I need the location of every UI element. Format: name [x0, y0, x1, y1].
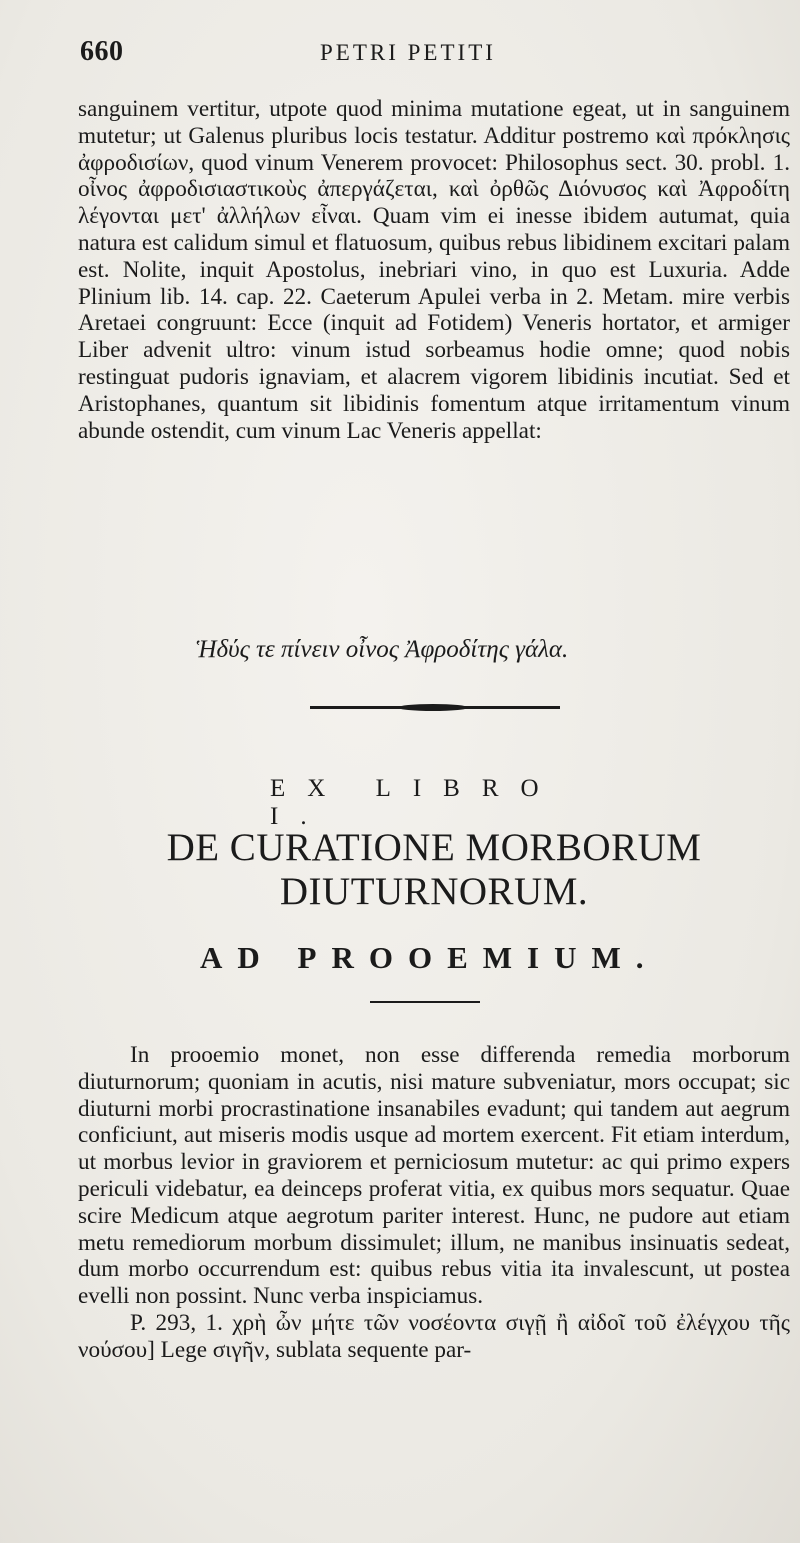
continued-paragraph: sanguinem vertitur, utpote quod minima mutatione egeat, ut in sanguinem mutetur; ut Galenus pluribus locis testatur. Additur postremo καὶ πρόκλησις ἀφροδισίων, quod vinum Venerem provocet: Philosophus sect. 30. probl. 1. οἶνος ἀφροδισιαστικοὺς ἀπεργάζεται, καὶ ὀρθῶς Διόνυσος καὶ Ἀφροδίτη λέγονται μετ' ἀλλήλων εἶναι. Quam vim ei inesse ibidem autumat, quia natura est calidum simul et flatuosum, quibus rebus libidinem excitari palam est. Nolite, inquit Apostolus, inebriari vino, in quo est Luxuria. Adde Plinium lib. 14. cap. 22. Caeterum Apulei verba in 2. Metam. mire verbis Aretaei congruunt: Ecce (inquit ad Fotidem) Veneris hortator, et armiger Liber advenit ultro: vinum istud sorbeamus hodie omne; quod nobis restinguat pudoris ignaviam, et alacrem vigorem libidinis incutiat. Sed et Aristophanes, quantum sit libidinis fomentum atque irritamentum vinum abunde ostendit, cum vinum Lac Veneris appellat: [78, 96, 790, 444]
page-number: 660 [80, 36, 124, 67]
section-title: DE CURATIONE MORBORUM DIUTURNORUM. [166, 826, 702, 913]
prooemium-paragraph: In prooemio monet, non esse differenda remedia morborum diuturnorum; quoniam in acutis, nisi mature subveniatur, mors occupat; sic diuturni morbi procrastinatione insanabiles evadunt; qui tandem aut aegrum conficiunt, aut miseris modis usque ad mortem exercent. Fit etiam interdum, ut morbus levior in graviorem et perniciosum mutetur: ac qui primo expers periculi videbatur, ea deinceps proferat vitia, ex quibus mors sequatur. Quae scire Medicum atque aegrotum pariter interest. Hunc, ne pudore aut etiam metu remediorum morbum dissimulet; illum, ne manibus insinuatis sedeat, dum morbo occurrendum est: quibus rebus vitia ita invalescunt, ut postea evelli non possint. Nunc verba inspiciamus. [78, 1042, 790, 1310]
page-header [80, 36, 780, 76]
running-head: PETRI PETITI [320, 40, 496, 65]
top-text-block [78, 96, 790, 444]
citation-paragraph: P. 293, 1. χρὴ ὦν μήτε τῶν νοσέοντα σιγῇ ἢ αἰδοῖ τοῦ ἐλέγχου τῆς νούσου] Lege σιγῆν, sublata sequente par- [78, 1309, 790, 1363]
ornamental-rule [310, 706, 560, 709]
greek-verse: Ἡδύς τε πίνειν οἶνος Ἀφροδίτης γάλα. [196, 636, 569, 663]
section-label: EX LIBRO I. [270, 775, 561, 830]
bottom-text-block [78, 1042, 790, 1364]
section-subtitle: AD PROOEMIUM. [200, 940, 659, 975]
short-rule [370, 1001, 480, 1003]
